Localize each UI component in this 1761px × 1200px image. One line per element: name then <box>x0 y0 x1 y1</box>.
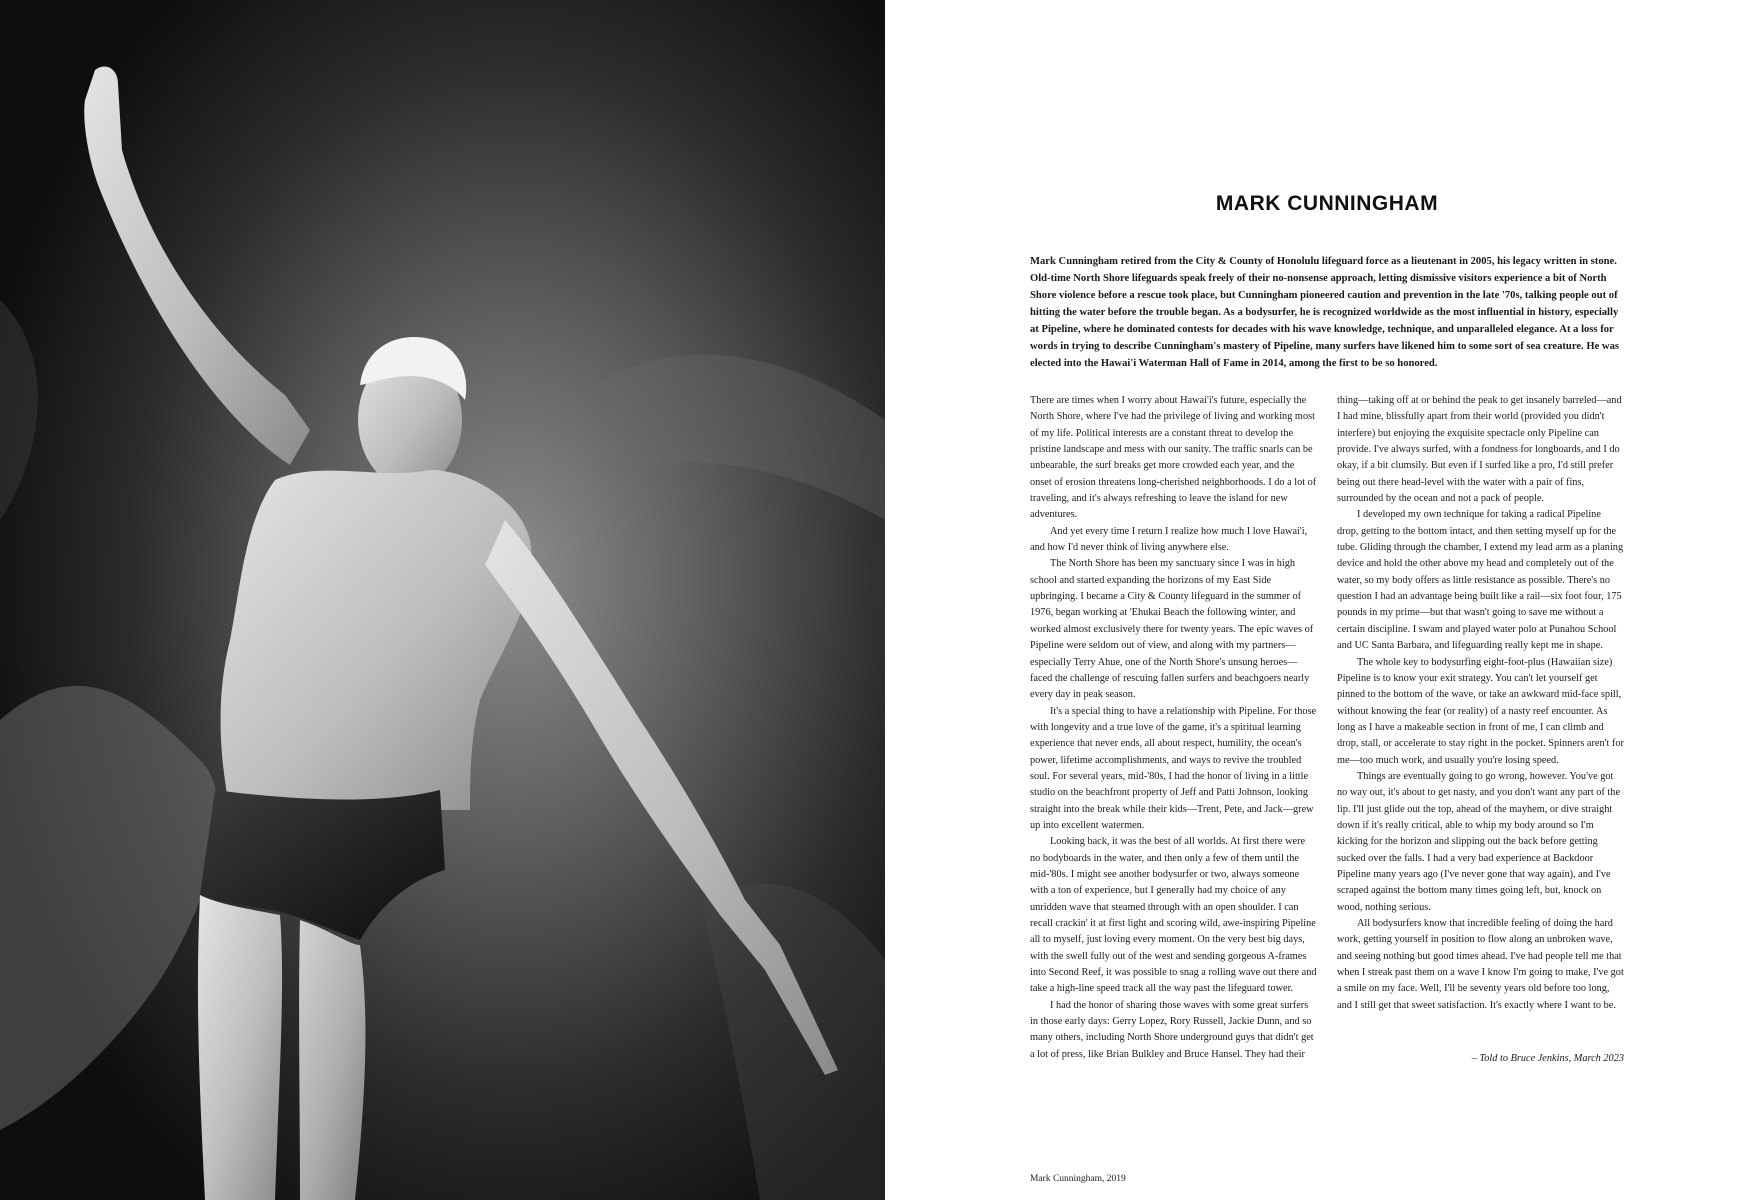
article-title: MARK CUNNINGHAM <box>1215 192 1439 215</box>
body-paragraph: All bodysurfers know that incredible feeling of doing the hard work, getting yourself in position to flow along an unbroken wave, and seeing nothing but good times ahead. I've had people tell me that when I streak past them on a wave I know I'm going to make, I've got a smile on my face. Well, I'll be seventy years old before too long, and I still get that sweet satisfaction. It's exactly where I want to be. <box>1337 918 1624 1011</box>
body-paragraph: Looking back, it was the best of all worlds. At first there were no bodyboards in the water, and then only a few of them until the mid-'80s. I might see another bodysurfer or two, always someone with a ton of experience, but I generally had my choice of any unridden wave that steamed through with an open shoulder. I can recall crackin' it at first light and scoring wild, awe-inspiring Pipeline all to myself, just loving every moment. On the very best big days, with the swell fully out of the west and sending gorgeous A-frames into Second Reef, it was possible to snag a rolling wave out there and take a high-line speed track all the way past the lifeguard tower. <box>1030 836 1317 995</box>
article-signoff: – Told to Bruce Jenkins, March 2023 <box>1471 1053 1624 1064</box>
body-paragraph: I had the honor of sharing those waves with some great surfers in those early days: Gerry Lopez, Rory Russell, Jackie Dunn, and so many others, including North Shore underground guys that didn't get a lot of press, like Brian Bulkley and Bruce Hansel. They had their thing—taking off at or behind the peak to get insanely barreled—and I had mine, blissfully apart from their world (provided you didn't interfere) but enjoying the exquisite spectacle only Pipeline can provide. I've always surfed, with a fondness for longboards, and I do okay, if a bit clumsily. But even if I surfed like a pro, I'd still prefer being out there head-level with the water with a pair of fins, surrounded by the ocean and not a pack of people. <box>1030 395 1622 1060</box>
body-paragraph: The whole key to bodysurfing eight-foot-plus (Hawaiian size) Pipeline is to know your exit strategy. You can't let yourself get pinned to the bottom of the wave, or take an awkward mid-face spill, without knowing the fear (or reality) of a nasty reef encounter. As long as I have a makeable section in front of me, I can climb and drop, stall, or accelerate to stay right in the pocket. Spinners aren't for me—too much work, and usually you're losing speed. <box>1337 656 1624 766</box>
article-intro: Mark Cunningham retired from the City & County of Honolulu lifeguard force as a lieutenant in 2005, his legacy written in stone. Old-time North Shore lifeguards speak freely of their no-nonsense approach, letting dismissive visitors experience a bit of North Shore violence before a rescue took place, but Cunningham pioneered caution and prevention in the late '70s, talking people out of hitting the water before the trouble began. As a bodysurfer, he is recognized worldwide as the most influential in history, especially at Pipeline, where he dominated contests for decades with his wave knowledge, technique, and unparalleled elegance. At a loss for words in trying to describe Cunningham's mastery of Pipeline, many surfers have likened him to some sort of sea creature. He was elected into the Hawai'i Waterman Hall of Fame in 2014, among the first to be so honored. <box>1030 256 1619 369</box>
body-paragraph: And yet every time I return I realize how much I love Hawai'i, and how I'd never think of living anywhere else. <box>1030 525 1308 554</box>
article-page <box>1030 0 1624 1200</box>
article-body <box>1030 393 1624 1073</box>
body-paragraph: Things are eventually going to go wrong, however. You've got no way out, it's about to get nasty, and you don't want any part of the lip. I'll just glide out the top, ahead of the mayhem, or dive straight down if it's really critical, able to whip my body around so I'm kicking for the horizon and slipping out the back before getting sucked over the falls. I had a very bad experience at Backdoor Pipeline many years ago (I've never gone that way again), and I've scraped against the bottom many times going left, but, knock on wood, nothing serious. <box>1337 770 1621 913</box>
body-paragraph: It's a special thing to have a relationship with Pipeline. For those with longevity and a true love of the game, it's a spiritual learning experience that never ends, all about respect, humility, the ocean's power, lifetime accomplishments, and ways to revive the troubled soul. For several years, mid-'80s, I had the honor of living in a little studio on the beachfront property of Jeff and Patti Johnson, looking straight into the break while their kids—Trent, Pete, and Jack—grew up into excellent watermen. <box>1030 705 1317 831</box>
body-paragraph: There are times when I worry about Hawai'i's future, especially the North Shore, where I've had the privilege of living and working most of my life. Political interests are a constant threat to develop the pristine landscape and mess with our sanity. The traffic snarls can be unbearable, the surf breaks get more crowded each year, and the onset of erosion threatens long-cherished neighborhoods. I do a lot of traveling, and it's always refreshing to leave the island for new adventures. <box>1030 395 1317 521</box>
body-paragraph: The North Shore has been my sanctuary since I was in high school and started expanding the horizons of my East Side upbringing. I became a City & County lifeguard in the summer of 1976, began working at 'Ehukai Beach the following winter, and worked almost exclusively there for twenty years. The epic waves of Pipeline were seldom out of view, and along with my partners—especially Terry Ahue, one of the North Shore's unsung heroes—faced the challenge of rescuing fallen surfers and beachgoers nearly every day in peak season. <box>1030 558 1314 701</box>
photo-caption: Mark Cunningham, 2019 <box>1030 1174 1126 1184</box>
body-paragraph: I developed my own technique for taking a radical Pipeline drop, getting to the bottom intact, and then setting myself up for the tube. Gliding through the chamber, I extend my lead arm as a planing device and hold the other above my head and completely out of the water, so my body offers as little resistance as possible. There's no question I had an advantage being built like a rail—six foot four, 175 pounds in my prime—but that wasn't going to save me without a certain discipline. I swam and played water polo at Punahou School and UC Santa Barbara, and lifeguarding really kept me in shape. <box>1337 509 1624 652</box>
